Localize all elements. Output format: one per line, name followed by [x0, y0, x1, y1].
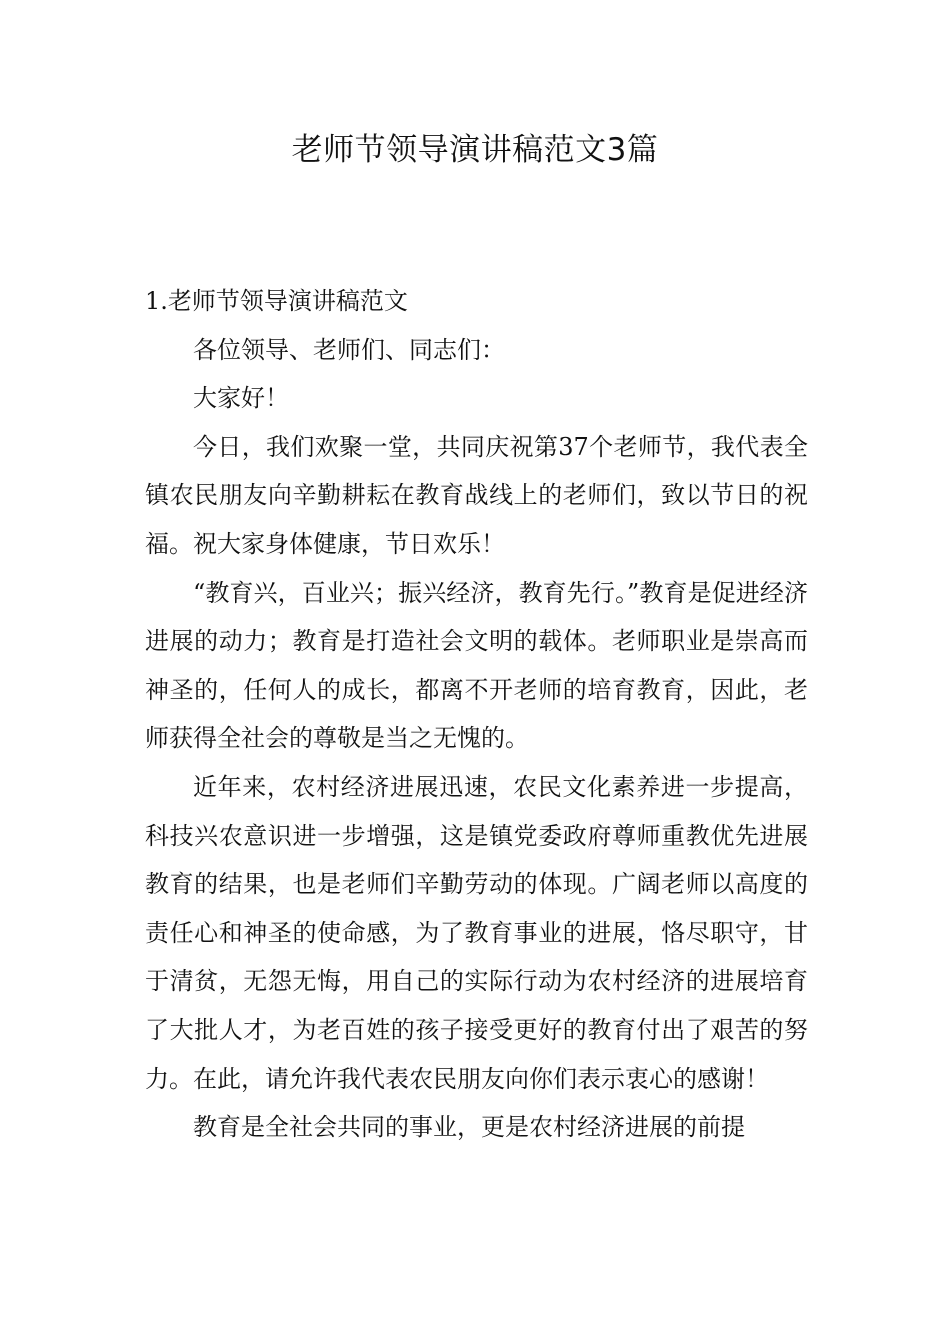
paragraph-rural-progress: 近年来，农村经济进展迅速，农民文化素养进一步提高，科技兴农意识进一步增强，这是镇党委政府尊师重教优先进展教育的结果，也是老师们辛勤劳动的体现。广阔老师以高度的责任心和神圣的使命感，为了教育事业的进展，恪尽职守，甘于清贫，无怨无悔，用自己的实际行动为农村经济的进展培育了大批人才，为老百姓的孩子接受更好的教育付出了艰苦的努力。在此，请允许我代表农民朋友向你们表示衷心的感谢！ [145, 772, 808, 1093]
paragraph-society-cause: 教育是全社会共同的事业，更是农村经济进展的前提 [193, 1113, 745, 1142]
paragraph-celebration: 今日，我们欢聚一堂，共同庆祝第37个老师节，我代表全镇农民朋友向辛勤耕耘在教育战线上的老师们，致以节日的祝福。祝大家身体健康，节日欢乐！ [145, 432, 808, 558]
section-heading: 1.老师节领导演讲稿范文 [145, 287, 408, 315]
document-title: 老师节领导演讲稿范文3篇 [291, 132, 659, 168]
paragraph-greeting: 大家好！ [193, 384, 289, 413]
document-body [145, 277, 808, 1152]
paragraph-education-importance: “教育兴，百业兴；振兴经济，教育先行。”教育是促进经济进展的动力；教育是打造社会文明的载体。老师职业是崇高而神圣的，任何人的成长，都离不开老师的培育教育，因此，老师获得全社会的尊敬是当之无愧的。 [145, 578, 808, 753]
paragraph-salutation: 各位领导、老师们、同志们： [193, 335, 505, 364]
